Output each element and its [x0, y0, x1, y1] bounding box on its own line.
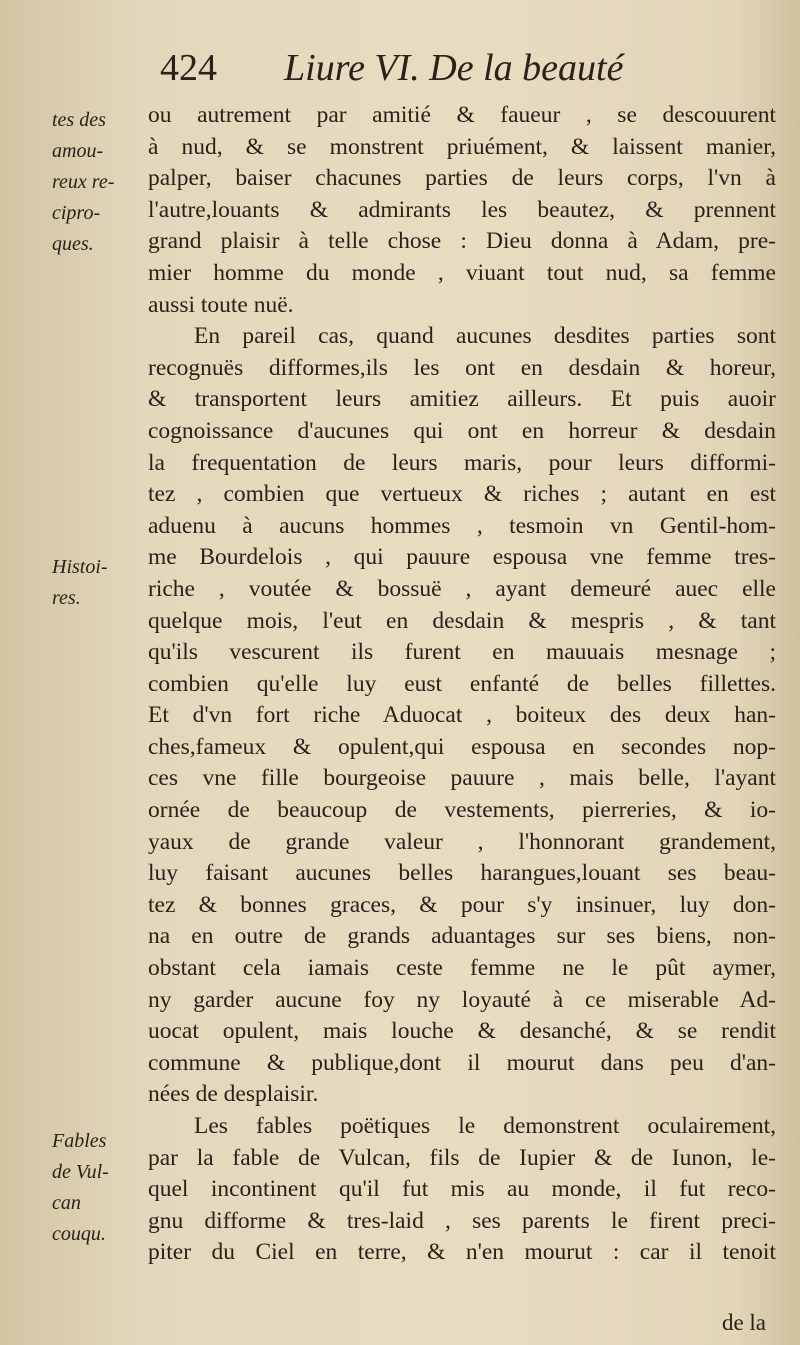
running-header [160, 42, 680, 100]
text-line: grand plaisir à telle chose : Dieu donna à Adam, pre- [148, 228, 776, 255]
text-line: na en outre de grands aduantages sur ses biens, non- [148, 923, 776, 950]
catchword: de la [721, 1310, 766, 1335]
margin-note [52, 1126, 152, 1250]
text-line: commune & publique,dont il mourut dans peu d'an- [148, 1049, 776, 1076]
margin-note-line: cipro- [52, 202, 101, 224]
text-line: ornée de beaucoup de vestements, pierreries, & io- [148, 797, 776, 824]
text-line: & transportent leurs amitiez ailleurs. Et puis auoir [148, 386, 776, 413]
margin-note-line: can [52, 1192, 81, 1214]
text-line: ces vne fille bourgeoise pauure , mais belle, l'ayant [148, 765, 776, 792]
text-line: cognoissance d'aucunes qui ont en horreur & desdain [148, 417, 776, 444]
text-line: tez & bonnes graces, & pour s'y insinuer, luy don- [148, 891, 776, 918]
text-line: piter du Ciel en terre, & n'en mourut : car il tenoit [148, 1239, 776, 1266]
text-line: uocat opulent, mais louche & desanché, & se rendit [148, 1018, 776, 1045]
text-line: ches,fameux & opulent,qui espousa en secondes nop- [148, 733, 776, 760]
running-title: Liure VI. De la beauté [284, 47, 624, 89]
text-line: l'autre,louants & admirants les beautez, & prennent [148, 196, 776, 223]
text-line: qu'ils vescurent ils furent en mauuais mesnage ; [148, 639, 776, 666]
page-number: 424 [160, 47, 217, 89]
text-line: quel incontinent qu'il fut mis au monde, il fut reco- [148, 1176, 776, 1203]
text-line: Les fables poëtiques le demonstrent oculairement, [194, 1113, 776, 1139]
margin-note-line: ques. [52, 233, 94, 255]
text-line: ny garder aucune foy ny loyauté à ce miserable Ad- [148, 986, 776, 1013]
text-line: à nud, & se monstrent priuément, & laissent manier, [148, 133, 776, 160]
text-line: recognuës difformes,ils les ont en desdain & horeur, [148, 354, 776, 381]
body-text [148, 100, 776, 1269]
text-line: aussi toute nuë. [148, 291, 294, 318]
margin-note-line: de Vul- [52, 1161, 109, 1183]
text-line: aduenu à aucuns hommes , tesmoin vn Gentil-hom- [148, 512, 776, 539]
text-line: tez , combien que vertueux & riches ; autant en est [148, 481, 776, 508]
text-line: mier homme du monde , viuant tout nud, sa femme [148, 259, 776, 286]
text-line: yaux de grande valeur , l'honnorant grandement, [148, 828, 776, 855]
margin-note-line: reux re- [52, 171, 115, 193]
text-line: combien qu'elle luy eust enfanté de belles fillettes. [148, 670, 776, 697]
text-line: par la fable de Vulcan, fils de Iupier & de Iunon, le- [148, 1144, 776, 1171]
text-line: ou autrement par amitié & faueur , se descouurent [148, 102, 776, 128]
text-line: obstant cela iamais ceste femme ne le pût aymer, [148, 955, 776, 982]
margin-note [52, 552, 152, 614]
margin-note-line: amou- [52, 140, 104, 162]
text-line: Et d'vn fort riche Aduocat , boiteux des deux han- [148, 702, 776, 729]
text-line: luy faisant aucunes belles harangues,louant ses beau- [148, 860, 776, 887]
text-line: En pareil cas, quand aucunes desdites parties sont [194, 323, 776, 350]
text-line: palper, baiser chacunes parties de leurs corps, l'vn à [148, 165, 776, 192]
margin-note-line: tes des [52, 109, 106, 131]
text-line: quelque mois, l'eut en desdain & mespris , & tant [148, 607, 776, 634]
margin-note [52, 105, 152, 260]
margin-note-line: Histoi- [52, 556, 108, 578]
text-line: la frequentation de leurs maris, pour leurs difformi- [148, 449, 776, 476]
margin-note-line: couqu. [52, 1223, 106, 1245]
margin-note-line: Fables [52, 1130, 107, 1152]
margin-note-line: res. [52, 587, 81, 609]
text-line: nées de desplaisir. [148, 1081, 319, 1108]
text-line: gnu difforme & tres-laid , ses parents le firent preci- [148, 1207, 776, 1234]
text-line: me Bourdelois , qui pauure espousa vne femme tres- [148, 544, 776, 571]
text-line: riche , voutée & bossuë , ayant demeuré auec elle [148, 575, 776, 602]
